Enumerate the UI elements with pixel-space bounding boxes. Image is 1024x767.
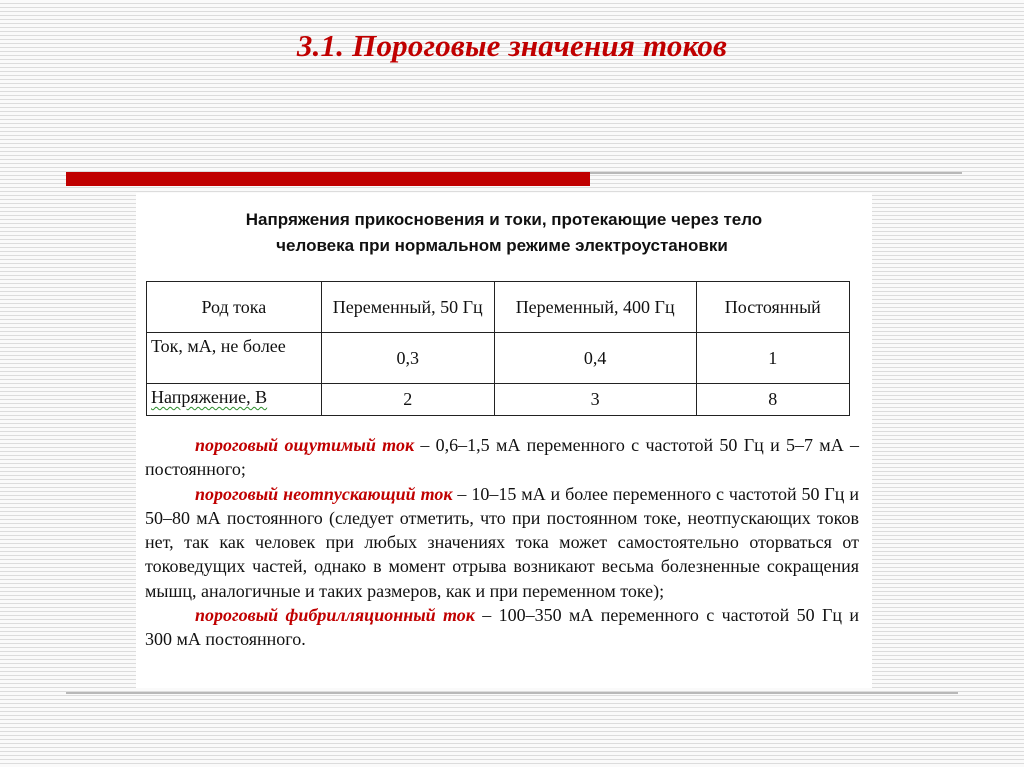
threshold-current-table: [146, 281, 850, 416]
table-row: [147, 384, 850, 416]
cell-voltage-ac50: 2: [321, 384, 494, 416]
table-caption-line2: человека при нормальном режиме электроустановки: [276, 236, 728, 255]
row-label-voltage-text: Напряжение, В: [151, 387, 268, 407]
table-caption-line1: Напряжения прикосновения и токи, протекающие через тело: [245, 210, 763, 229]
slide-title: 3.1. Пороговые значения токов: [296, 28, 728, 63]
table-row: [147, 333, 850, 384]
content-panel: [136, 193, 872, 688]
header-ac-50hz: Переменный, 50 Гц: [321, 282, 494, 333]
header-current-type: Род тока: [147, 282, 322, 333]
note-fibrillation-current: [145, 603, 859, 652]
note-text: – 10–15 мА и более переменного с частотой 50 Гц и 50–80 мА постоянного (следует отметить, что при постоянном токе, неотпускающих токов нет, так как человек при любых значениях тока может самостоятельно оторваться от токоведущих частей, однако в момент отрыва возникают весьма болезненные сокращения мышц, аналогичные и таких размеров, как и при переменном токе);: [145, 483, 859, 601]
note-perceptible-current: [145, 433, 859, 482]
table-header-row: [147, 282, 850, 333]
footer-divider-line: [66, 692, 958, 694]
table-caption: [136, 207, 872, 259]
header-ac-400hz: Переменный, 400 Гц: [494, 282, 696, 333]
title-divider-line: [590, 172, 962, 174]
cell-voltage-ac400: 3: [494, 384, 696, 416]
term-fibrillation: пороговый фибрилляционный ток: [195, 605, 475, 626]
cell-current-ac50: 0,3: [321, 333, 494, 384]
row-label-current: Ток, мА, не более: [147, 333, 322, 384]
note-let-go-current: [145, 482, 859, 603]
cell-voltage-dc: 8: [696, 384, 849, 416]
cell-current-dc: 1: [696, 333, 849, 384]
header-dc: Постоянный: [696, 282, 849, 333]
term-perceptible: пороговый ощутимый ток: [195, 435, 415, 455]
note-text: – 100–350 мА переменного с частотой 50 Гц и 300 мА постоянного.: [145, 605, 859, 650]
note-text: – 0,6–1,5 мА переменного с частотой 50 Гц и 5–7 мА – постоянного;: [145, 435, 859, 480]
cell-current-ac400: 0,4: [494, 333, 696, 384]
title-accent-bar: [66, 172, 590, 186]
term-let-go: пороговый неотпускающий ток: [195, 483, 453, 504]
threshold-notes: [145, 433, 859, 652]
row-label-voltage: [147, 384, 322, 416]
